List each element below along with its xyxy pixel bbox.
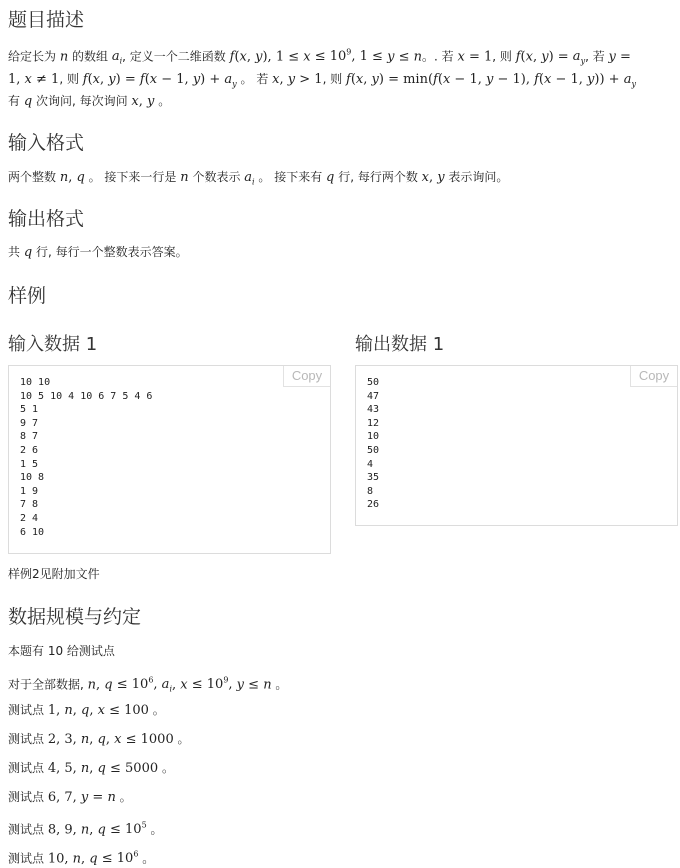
heading-constraints: 数据规模与约定 [8,606,142,628]
heading-input-data-1: 输入数据 1 [8,334,98,355]
input-format-text: 两个整数 n, q 。 接下来一行是 n 个数表示 $a_i$ 。 接下来有 q 行, 每行两个数 x, y 表示询问。 [8,170,509,187]
test-point-2-3: 测试点 2, 3, n, q, x ≤ 1000 。 [8,732,190,747]
sample-2-note: 样例2见附加文件 [8,567,100,581]
description-line-2: 1, x ≠ 1, 则 f(x, y) = f(x − 1, $y) + a_y$ 。 若 x, y > 1, 则 f(x, y) = min(f(x − 1, y − 1), f(x − 1, $y)) + a_y$ [8,72,637,89]
description-line-1: 给定长为 n 的数组 $a_i$, 定义一个二维函数 f(x, y), $1 \le x \le 10^9$, 1 ≤ y ≤ n。. 若 x = 1, 则 f(x, $y) = a_y$, 若 y = [8,48,631,66]
heading-output-format: 输出格式 [8,208,85,230]
test-point-1: 测试点 1, n, q, x ≤ 100 。 [8,703,165,718]
constraints-intro: 本题有 10 给测试点 [8,644,115,658]
test-point-4-5: 测试点 4, 5, n, q ≤ 5000 。 [8,761,174,776]
sample-output-box[interactable] [355,365,678,526]
test-point-8-9: 测试点 8, 9, n, $q \le 10^5$ 。 [8,821,163,838]
sample-input-box[interactable] [8,365,331,554]
copy-output-button[interactable]: Copy [630,366,677,387]
output-format-text: 共 q 行, 每行一个整数表示答案。 [8,245,188,260]
test-point-6-7: 测试点 6, 7, y = n 。 [8,790,132,805]
description-line-3: 有 q 次询问, 每次询问 x, y 。 [8,94,171,109]
sample-input-text: 10 10 10 5 10 4 10 6 7 5 4 6 5 1 9 7 8 7 2 6 1 5 10 8 1 9 7 8 2 4 6 10 [20,377,153,538]
test-point-10: 测试点 10, n, $q \le 10^6$ 。 [8,850,155,867]
heading-input-format: 输入格式 [8,132,85,154]
heading-samples: 样例 [8,285,47,307]
heading-output-data-1: 输出数据 1 [355,334,445,355]
copy-input-button[interactable]: Copy [283,366,330,387]
sample-output-text: 50 47 43 12 10 50 4 35 8 26 [367,377,380,511]
constraints-all: 对于全部数据, n, $q \le 10^6$, $a_i$, $x \le 10^9$, y ≤ n 。 [8,676,288,694]
heading-description: 题目描述 [8,9,85,31]
